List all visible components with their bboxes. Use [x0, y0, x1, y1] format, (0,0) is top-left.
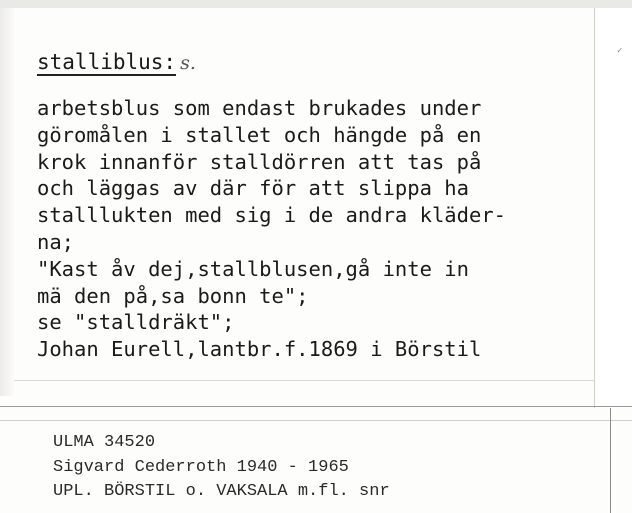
definition-line: mä den på,sa bonn te"; [37, 283, 309, 308]
collector: Sigvard Cederroth 1940 - 1965 [53, 457, 349, 477]
definition-line: krok innanför stalldörren att tas på [37, 149, 482, 174]
card-right-edge [594, 8, 632, 408]
definition-line: arbetsblus som endast brukades under [37, 96, 482, 120]
definition-line: göromålen i stallet och hängde på en [37, 122, 482, 147]
archive-footer [53, 431, 390, 505]
definition-line: na; [37, 229, 75, 254]
definition-line: stalllukten med sig i de andra kläder- [37, 203, 506, 228]
definition-line: se "stalldräkt"; [37, 310, 235, 335]
locality: UPL. BÖRSTIL o. VAKSALA m.fl. snr [53, 482, 390, 501]
definition-line: "Kast åv dej,stallblusen,gå inte in [37, 256, 469, 281]
card-top-edge [0, 0, 632, 8]
corner-mark: ✓ [617, 46, 623, 56]
headword-handwritten-note: s. [180, 52, 196, 74]
headword: stalliblus: [37, 50, 177, 74]
definition-text [37, 95, 506, 336]
card-divider [0, 406, 632, 407]
informant-line: Johan Eurell,lantbr.f.1869 i Börstil [37, 337, 482, 361]
definition-line: och läggas av där för att slippa ha [37, 176, 469, 201]
headword-line [37, 48, 196, 77]
footer-vertical-rule [610, 408, 611, 513]
card-left-edge [0, 8, 14, 396]
card-divider-secondary [0, 420, 632, 421]
archive-id: ULMA 34520 [53, 433, 156, 452]
